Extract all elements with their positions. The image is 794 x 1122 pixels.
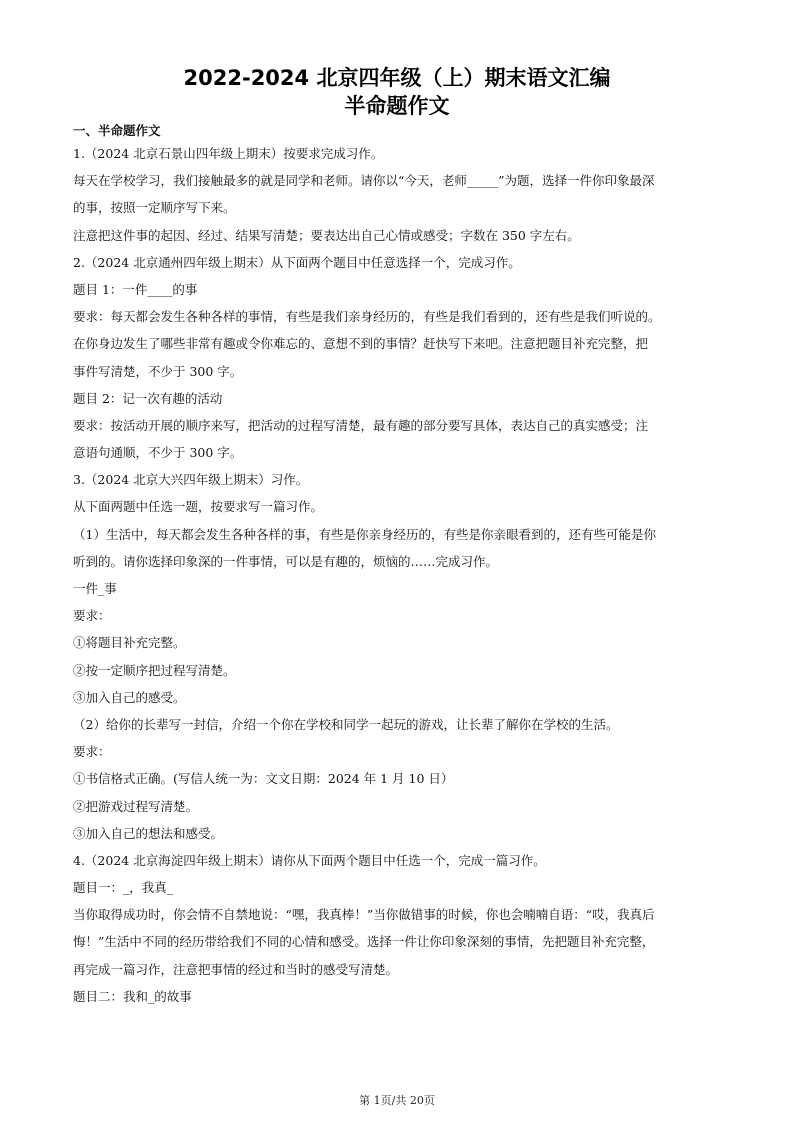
text-line: 题目 1：一件____的事 bbox=[73, 281, 198, 297]
text-line: 事件写清楚，不少于 300 字。 bbox=[73, 363, 243, 379]
document-body bbox=[73, 140, 725, 1010]
text-line: 要求： bbox=[73, 608, 111, 624]
text-line: ①将题目补充完整。 bbox=[73, 635, 186, 651]
text-line: 在你身边发生了哪些非常有趣或令你难忘的、意想不到的事情？赶快写下来吧。注意把题目补充完整，把 bbox=[73, 336, 649, 352]
text-line: 注意把这件事的起因、经过、结果写清楚；要表达出自己心情或感受；字数在 350 字左右。 bbox=[73, 227, 580, 243]
text-line: 4.（2024 北京海淀四年级上期末）请你从下面两个题目中任选一个，完成一篇习作。 bbox=[73, 852, 546, 868]
text-line: 题目二：我和_的故事 bbox=[73, 988, 192, 1004]
text-line: 要求：按活动开展的顺序来写，把活动的过程写清楚，最有趣的部分要写具体，表达自己的真实感受；注 bbox=[73, 417, 649, 433]
text-line: 2.（2024 北京通州四年级上期末）从下面两个题目中任意选择一个，完成习作。 bbox=[73, 254, 521, 270]
page-footer: 第 1页/共 20页 bbox=[359, 1094, 435, 1107]
text-line: ②按一定顺序把过程写清楚。 bbox=[73, 662, 236, 678]
section-heading: 一、半命题作文 bbox=[73, 123, 161, 138]
text-line: 悔！”生活中不同的经历带给我们不同的心情和感受。选择一件让你印象深刻的事情，先把题目补充完整， bbox=[73, 934, 655, 950]
text-line: 题目一：_，我真_ bbox=[73, 880, 174, 896]
document-subtitle: 半命题作文 bbox=[344, 94, 450, 118]
text-line: 从下面两题中任选一题，按要求写一篇习作。 bbox=[73, 499, 324, 515]
text-line: 的事，按照一定顺序写下来。 bbox=[73, 200, 236, 216]
text-line: ①书信格式正确。(写信人统一为：文文日期：2024 年 1 月 10 日） bbox=[73, 771, 454, 787]
text-line: 再完成一篇习作，注意把事情的经过和当时的感受写清楚。 bbox=[73, 961, 399, 977]
document-title: 2022-2024 北京四年级（上）期末语文汇编 bbox=[183, 66, 611, 90]
text-line: （2）给你的长辈写一封信，介绍一个你在学校和同学一起玩的游戏，让长辈了解你在学校的生活。 bbox=[73, 716, 619, 732]
text-line: 要求： bbox=[73, 744, 111, 760]
text-line: 题目 2：记一次有趣的活动 bbox=[73, 390, 223, 406]
text-line: 意语句通顺，不少于 300 字。 bbox=[73, 445, 243, 461]
text-line: 听到的。请你选择印象深的一件事情，可以是有趣的，烦恼的……完成习作。 bbox=[73, 553, 499, 569]
text-line: 要求：每天都会发生各种各样的事情，有些是我们亲身经历的，有些是我们看到的，还有些是我们听说的。 bbox=[73, 309, 661, 325]
text-line: 3.（2024 北京大兴四年级上期末）习作。 bbox=[73, 472, 309, 488]
text-line: 1.（2024 北京石景山四年级上期末）按要求完成习作。 bbox=[73, 146, 384, 161]
text-line: 当你取得成功时，你会情不自禁地说：“嘿，我真棒！”当你做错事的时候，你也会喃喃自语：“哎，我真后 bbox=[73, 907, 655, 923]
text-line: ③加入自己的想法和感受。 bbox=[73, 825, 224, 841]
text-line: 一件_事 bbox=[73, 581, 117, 596]
text-line: （1）生活中，每天都会发生各种各样的事，有些是你亲身经历的，有些是你亲眼看到的，还有些可能是你 bbox=[73, 526, 656, 542]
text-line: ②把游戏过程写清楚。 bbox=[73, 798, 199, 814]
text-line: ③加入自己的感受。 bbox=[73, 689, 186, 705]
text-line: 每天在学校学习，我们接触最多的就是同学和老师。请你以“今天，老师_____”为题，选择一件你印象最深 bbox=[73, 173, 655, 189]
